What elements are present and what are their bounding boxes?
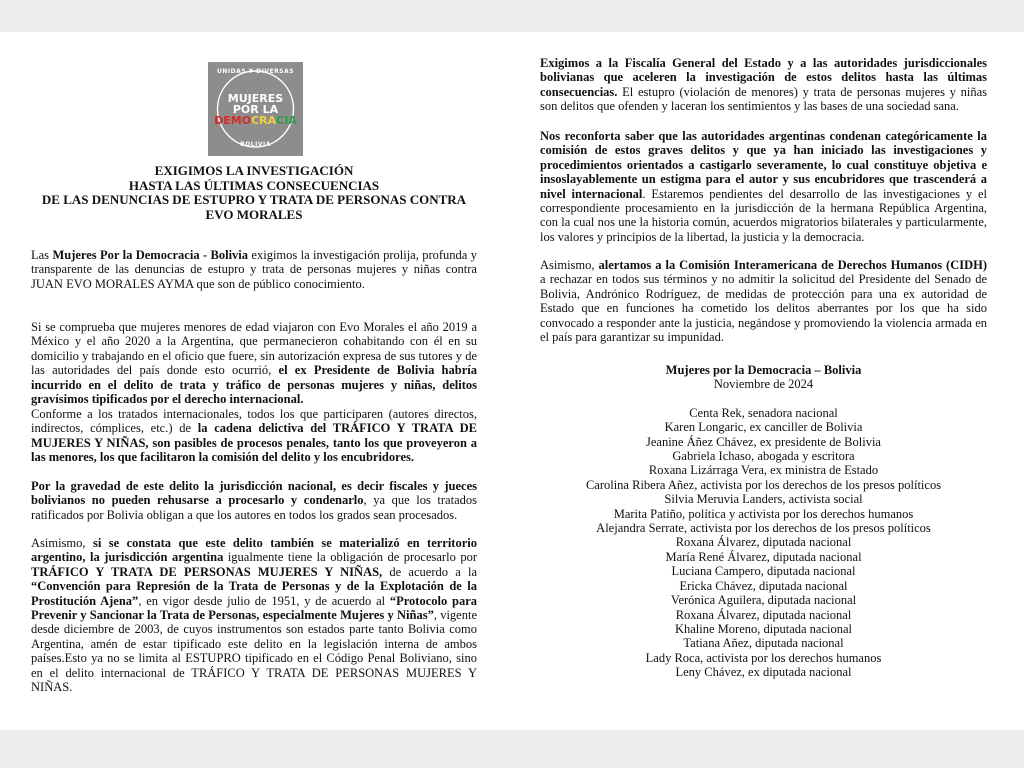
left-paragraph-1: Las Mujeres Por la Democracia - Bolivia exigimos la investigación prolija, profunda y transparente de las denuncias de estupro y trata de personas mujeres y niñas contra JUAN EVO MORALES AYMA que son de público conocimiento. (31, 248, 477, 291)
logo-line-3 (208, 115, 303, 126)
title-line-1: EXIGIMOS LA INVESTIGACIÓN (154, 163, 354, 178)
document-page (0, 32, 1024, 730)
signer-item: Gabriela Ichaso, abogada y escritora (672, 449, 855, 464)
logo-cra-part: CRA (251, 114, 277, 127)
logo-arc-bottom: BOLIVIA (240, 141, 271, 148)
signer-item: Karen Longaric, ex canciller de Bolivia (664, 420, 863, 435)
signer-item: Marita Patiño, política y activista por los derechos humanos (613, 506, 914, 521)
logo-line-1: MUJERES (227, 92, 284, 105)
document-title (31, 164, 477, 222)
signer-item: Roxana Álvarez, diputada nacional (675, 535, 852, 550)
right-paragraph-2: Nos reconforta saber que las autoridades argentinas condenan categóricamente la comisión de estos graves delitos y que ya han iniciado las investigaciones y procedimientos orientados a castigarlo severamente, lo cual constituye objetiva e insoslayablemente un estigma para el autor y sus encubridores que trascenderá a nivel internacional. Estaremos pendientes del desarrollo de las investigaciones y el correspondiente procesamiento en la jurisdicción de la hermana República Argentina, con la cual nos une la historia común, acuerdos migratorios bilaterales y particularmente, los valores y principios de la libertad, la justicia y la democracia. (540, 129, 988, 244)
title-line-4: EVO MORALES (205, 206, 303, 222)
signer-item: María René Álvarez, diputada nacional (665, 549, 862, 564)
organization-logo (208, 62, 303, 156)
logo-arc-top: UNIDAS Y DIVERSAS (217, 68, 294, 75)
signer-item: Jeanine Áñez Chávez, ex presidente de Bolivia (646, 434, 881, 449)
title-line-3: DE LAS DENUNCIAS DE ESTUPRO Y TRATA DE PERSONAS CONTRA (41, 192, 467, 207)
title-line-2: HASTA LAS ÚLTIMAS CONSECUENCIAS (128, 177, 380, 193)
left-paragraph-5: Asimismo, si se constata que este delito también se materializó en territorio argentino, la jurisdicción argentina igualmente tiene la obligación de procesarlo por TRÁFICO Y TRATA DE PERSONAS MUJERES Y NIÑAS, de acuerdo a la “Convención para Represión de la Trata de Personas y de la Explotación de la Prostitución Ajena”, en vigor desde julio de 1951, y de acuerdo al “Protocolo para Prevenir y Sancionar la Trata de Personas, especialmente Mujeres y Niñas”, vigente desde diciembre de 2003, de cuyos instrumentos son estados parte tanto Bolivia como Argentina, amén de estar tipificado este delito en la legislación interna de ambos países.Esto ya no se limita al ESTUPRO tipificado en el Código Penal Boliviano, sino en el delito internacional de TRÁFICO Y TRATA DE PERSONAS MUJERES Y NIÑAS. (31, 536, 477, 695)
signer-item: Leny Chávez, ex diputada nacional (675, 665, 852, 680)
logo-demo-part: DEMO (214, 114, 252, 127)
left-paragraph-3: Conforme a los tratados internacionales, todos los que participaren (autores directos, indirectos, cómplices, etc.) de la cadena delictiva del TRÁFICO Y TRATA DE MUJERES Y NIÑAS, son pasibles de procesos penales, tanto los que proveyeron a las menores, los que facilitaron la comisión del delito y los encubridores. (31, 407, 477, 465)
signature-block (540, 363, 987, 680)
signer-item: Verónica Aguilera, diputada nacional (670, 593, 857, 608)
signers-list (540, 406, 987, 680)
signer-item: Khaline Moreno, diputada nacional (674, 621, 853, 636)
signer-item: Roxana Álvarez, diputada nacional (675, 607, 852, 622)
right-paragraph-3: Asimismo, alertamos a la Comisión Interamericana de Derechos Humanos (CIDH) a rechazar en todos sus términos y no admitir la solicitud del Presidente del Senado de Bolivia, Andrónico Rodríguez, de medidas de protección para una ex autoridad de Estado que en funciones ha cometido los delitos aberrantes por los que ha sido convocado a responder ante la justicia, negándose y promoviendo la violencia armada en el país para garantizar su impunidad. (540, 258, 988, 345)
logo-line-2: POR LA (232, 103, 279, 116)
signer-item: Roxana Lizárraga Vera, ex ministra de Estado (648, 463, 879, 478)
signer-item: Lady Roca, activista por los derechos humanos (645, 650, 882, 665)
signers-spacer (540, 392, 987, 406)
signer-item: Ericka Chávez, diputada nacional (679, 578, 848, 593)
document-date: Noviembre de 2024 (713, 377, 814, 392)
signer-item: Tatiana Añez, diputada nacional (683, 636, 844, 651)
logo-cia-part: CIA (276, 114, 297, 127)
left-paragraph-4: Por la gravedad de este delito la jurisdicción nacional, es decir fiscales y jueces bolivianos no pueden rehusarse a procesarlo y condenarlo, ya que los tratados ratificados por Bolivia obligan a que los autores en todos los grados sean procesados. (31, 479, 477, 522)
signer-item: Alejandra Serrate, activista por los derechos de los presos políticos (596, 521, 931, 536)
signer-item: Carolina Ribera Añez, activista por los derechos de los presos políticos (585, 477, 942, 492)
right-paragraph-1: Exigimos a la Fiscalía General del Estado y a las autoridades jurisdiccionales bolivianas que aceleren la investigación de estos delitos hasta las últimas consecuencias. El estupro (violación de menores) y trata de personas mujeres y niñas son delitos que ofenden y laceran los sentimientos y las bases de una sociedad sana. (540, 56, 987, 114)
signer-item: Luciana Campero, diputada nacional (671, 564, 856, 579)
signer-item: Silvia Meruvia Landers, activista social (664, 492, 863, 507)
signer-item: Centa Rek, senadora nacional (689, 405, 838, 420)
organization-name: Mujeres por la Democracia – Bolivia (665, 363, 862, 377)
left-paragraph-2: Si se comprueba que mujeres menores de edad viajaron con Evo Morales el año 2019 a México y el año 2020 a la Argentina, que permanecieron cohabitando con él en su domicilio y trabajando en el oficio que fuere, sin autorización expresa de sus tutores y de las autoridades del país donde esto ocurrió, el ex Presidente de Bolivia habría incurrido en el delito de trata y tráfico de personas mujeres y niñas, delitos gravísimos tipificados por el derecho internacional. (31, 320, 477, 407)
